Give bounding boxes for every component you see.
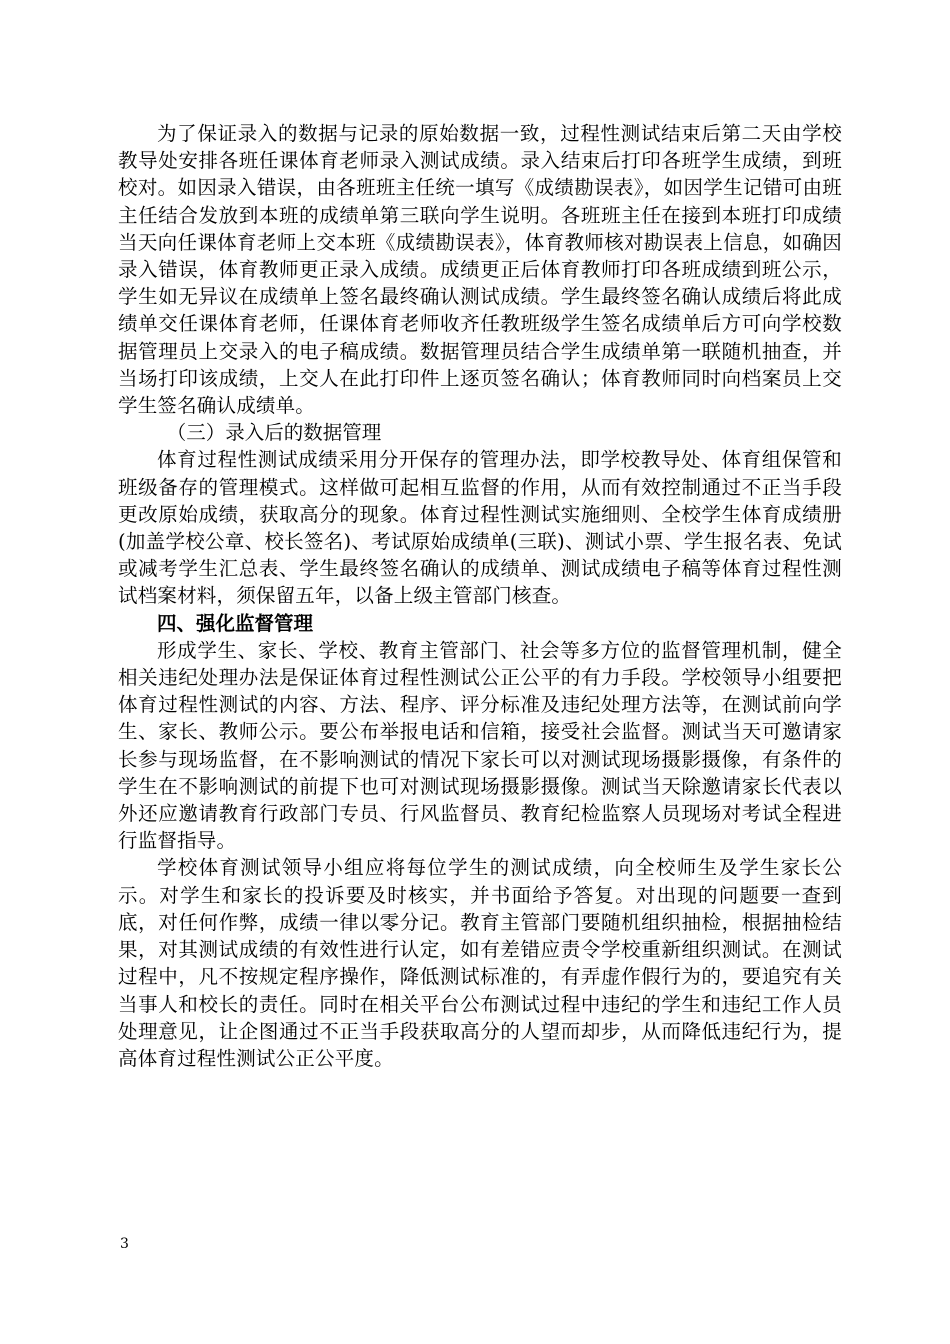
section-heading-supervision: 四、强化监督管理 (157, 611, 314, 635)
page-number: 3 (120, 1236, 129, 1252)
paragraph-public-announcement: 学校体育测试领导小组应将每位学生的测试成绩，向全校师生及学生家长公示。对学生和家长的投诉要及时核实，并书面给予答复。对出现的问题要一查到底，对任何作弊，成绩一律以零分记。教育主管部门要随机组织抽检，根据抽检结果，对其测试成绩的有效性进行认定，如有差错应责令学校重新组织测试。在测试过程中，凡不按规定程序操作，降低测试标准的，有弄虚作假行为的，要追究有关当事人和校长的责任。同时在相关平台公布测试过程中违纪的学生和违纪工作人员处理意见，让企图通过不正当手段获取高分的人望而却步，从而降低违纪行为，提高体育过程性测试公正公平度。 (118, 856, 842, 1070)
paragraph-separate-storage: 体育过程性测试成绩采用分开保存的管理办法，即学校教导处、体育组保管和班级备存的管理模式。这样做可起相互监督的作用，从而有效控制通过不正当手段更改原始成绩，获取高分的现象。体育过程性测试实施细则、全校学生体育成绩册(加盖学校公章、校长签名)、考试原始成绩单(三联)、测试小票、学生报名表、免试或减考学生汇总表、学生最终签名确认的成绩单、测试成绩电子稿等体育过程性测试档案材料，须保留五年，以备上级主管部门核查。 (118, 448, 842, 608)
document-body (118, 120, 842, 1072)
subheading-post-entry-data-management: （三）录入后的数据管理 (166, 421, 382, 445)
paragraph-data-entry-procedure: 为了保证录入的数据与记录的原始数据一致，过程性测试结束后第二天由学校教导处安排各班任课体育老师录入测试成绩。录入结束后打印各班学生成绩，到班校对。如因录入错误，由各班班主任统一填写《成绩勘误表》，如因学生记错可由班主任结合发放到本班的成绩单第三联向学生说明。各班班主任在接到本班打印成绩当天向任课体育老师上交本班《成绩勘误表》，体育教师核对勘误表上信息，如确因录入错误，体育教师更正录入成绩。成绩更正后体育教师打印各班成绩到班公示，学生如无异议在成绩单上签名最终确认测试成绩。学生最终签名确认成绩后将此成绩单交任课体育老师，任课体育老师收齐任教班级学生签名成绩单后方可向学校数据管理员上交录入的电子稿成绩。数据管理员结合学生成绩单第一联随机抽查，并当场打印该成绩，上交人在此打印件上逐页签名确认；体育教师同时向档案员上交学生签名确认成绩单。 (118, 122, 842, 418)
paragraph-supervision-mechanism: 形成学生、家长、学校、教育主管部门、社会等多方位的监督管理机制，健全相关违纪处理办法是保证体育过程性测试公正公平的有力手段。学校领导小组要把体育过程性测试的内容、方法、程序、评分标准及违纪处理方法等，在测试前向学生、家长、教师公示。要公布举报电话和信箱，接受社会监督。测试当天可邀请家长参与现场监督，在不影响测试的情况下家长可以对测试现场摄影摄像，有条件的学生在不影响测试的前提下也可对测试现场摄影摄像。测试当天除邀请家长代表以外还应邀请教育行政部门专员、行风监督员、教育纪检监察人员现场对考试全程进行监督指导。 (118, 638, 842, 853)
